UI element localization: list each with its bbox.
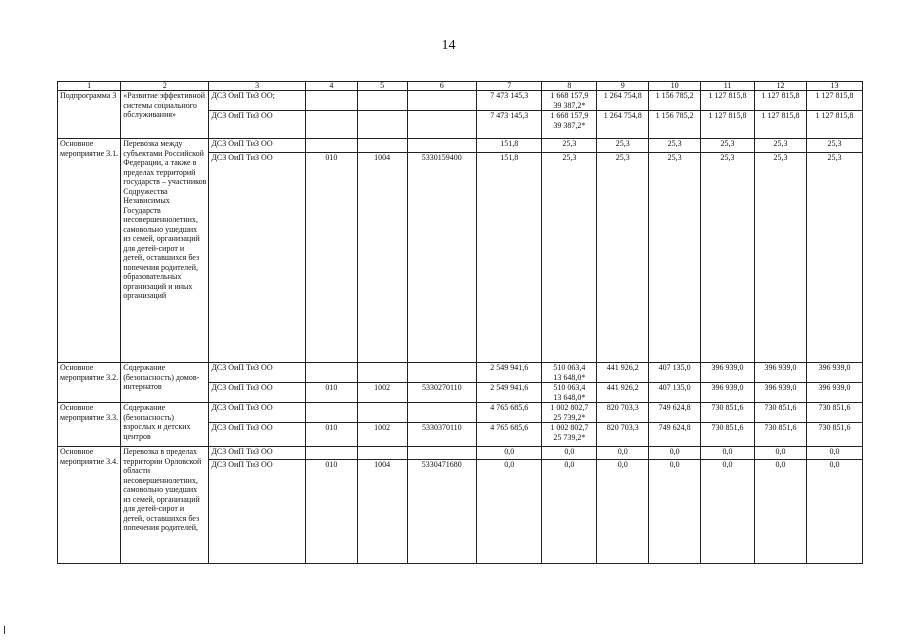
- executor-cell: ДСЗ ОиП ТиЗ ОО: [209, 460, 305, 564]
- value-cell: 4 765 685,6: [477, 403, 542, 423]
- header-cell: 13: [806, 82, 862, 91]
- value-cell: 25,3: [597, 153, 649, 363]
- code-cell: 1002: [357, 383, 407, 403]
- value-extra: 13 648,0*: [553, 392, 586, 402]
- value-cell: [542, 363, 597, 383]
- code-cell: 1004: [357, 153, 407, 363]
- value-cell: 0,0: [806, 447, 862, 460]
- code-cell: [357, 91, 407, 111]
- value-cell: 25,3: [701, 153, 755, 363]
- value-cell: [542, 91, 597, 111]
- header-cell: 6: [407, 82, 477, 91]
- value-cell: 1 264 754,8: [597, 111, 649, 139]
- value-cell: 1 264 754,8: [597, 91, 649, 111]
- value-cell: 1 127 815,8: [701, 91, 755, 111]
- value-cell: 25,3: [597, 139, 649, 153]
- value-cell: 0,0: [701, 460, 755, 564]
- code-cell: [407, 447, 477, 460]
- header-row: [58, 82, 863, 91]
- header-cell: 9: [597, 82, 649, 91]
- value-cell: 441 926,2: [597, 363, 649, 383]
- code-cell: [407, 111, 477, 139]
- value-cell: 25,3: [542, 139, 597, 153]
- row-name: Перевозка в пределах территории Орловской области несовершеннолетних, самовольно ушедших из семей, организаций для детей-сирот и детей, оставшихся без попечения родителей,: [121, 447, 209, 564]
- code-cell: [407, 403, 477, 423]
- header-cell: 7: [477, 82, 542, 91]
- value-extra: 39 387,2*: [553, 100, 586, 110]
- value-main: 1 668 157,9: [550, 91, 589, 100]
- value-cell: 25,3: [542, 153, 597, 363]
- code-cell: 5330471680: [407, 460, 477, 564]
- value-cell: 1 156 785,2: [649, 111, 701, 139]
- table-row: [58, 447, 863, 460]
- value-main: 510 063,4: [553, 363, 586, 372]
- executor-cell: ДСЗ ОиП ТиЗ ОО;: [209, 91, 305, 111]
- value-cell: 749 624,8: [649, 423, 701, 447]
- value-cell: 151,8: [477, 139, 542, 153]
- value-cell: 730 851,6: [806, 403, 862, 423]
- table-row: [58, 363, 863, 383]
- table-row: [58, 91, 863, 111]
- value-cell: [542, 403, 597, 423]
- value-cell: 1 127 815,8: [806, 91, 862, 111]
- value-main: 1 668 157,9: [550, 111, 589, 120]
- value-cell: 396 939,0: [755, 363, 807, 383]
- value-cell: [542, 423, 597, 447]
- executor-cell: ДСЗ ОиП ТиЗ ОО: [209, 363, 305, 383]
- table-row: [58, 139, 863, 153]
- value-cell: 25,3: [701, 139, 755, 153]
- code-cell: 5330270110: [407, 383, 477, 403]
- header-cell: 8: [542, 82, 597, 91]
- value-cell: 0,0: [477, 460, 542, 564]
- value-cell: 730 851,6: [701, 403, 755, 423]
- value-cell: 0,0: [755, 460, 807, 564]
- value-cell: 25,3: [806, 153, 862, 363]
- executor-cell: ДСЗ ОиП ТиЗ ОО: [209, 383, 305, 403]
- value-cell: 0,0: [701, 447, 755, 460]
- value-main: 1 002 802,7: [550, 423, 589, 432]
- value-cell: 0,0: [649, 447, 701, 460]
- value-cell: 2 549 941,6: [477, 383, 542, 403]
- value-cell: 0,0: [649, 460, 701, 564]
- value-cell: 396 939,0: [806, 363, 862, 383]
- row-label: Основное мероприятие 3.3.: [58, 403, 121, 447]
- page-number: 14: [441, 38, 456, 53]
- value-cell: 0,0: [806, 460, 862, 564]
- row-name: «Развитие эффективной системы социального обслуживания»: [121, 91, 209, 139]
- value-cell: 0,0: [597, 460, 649, 564]
- value-cell: 0,0: [597, 447, 649, 460]
- header-cell: 10: [649, 82, 701, 91]
- value-cell: 730 851,6: [701, 423, 755, 447]
- code-cell: 5330159400: [407, 153, 477, 363]
- value-cell: 2 549 941,6: [477, 363, 542, 383]
- code-cell: [357, 139, 407, 153]
- code-cell: 1004: [357, 460, 407, 564]
- value-cell: 0,0: [542, 460, 597, 564]
- value-cell: 1 127 815,8: [701, 111, 755, 139]
- code-cell: [357, 447, 407, 460]
- code-cell: [407, 139, 477, 153]
- code-cell: [407, 363, 477, 383]
- value-cell: 1 127 815,8: [806, 111, 862, 139]
- value-cell: 407 135,0: [649, 383, 701, 403]
- value-cell: 1 127 815,8: [755, 91, 807, 111]
- code-cell: [357, 403, 407, 423]
- row-name: Содержание (безопасность) домов-интернатов: [121, 363, 209, 403]
- code-cell: 1002: [357, 423, 407, 447]
- value-cell: 749 624,8: [649, 403, 701, 423]
- row-label: Подпрограмма 3: [58, 91, 121, 139]
- value-cell: 396 939,0: [755, 383, 807, 403]
- code-cell: 010: [305, 423, 357, 447]
- header-cell: 11: [701, 82, 755, 91]
- value-cell: 25,3: [649, 139, 701, 153]
- value-cell: 730 851,6: [755, 423, 807, 447]
- executor-cell: ДСЗ ОиП ТиЗ ОО: [209, 153, 305, 363]
- header-cell: 5: [357, 82, 407, 91]
- header-cell: 2: [121, 82, 209, 91]
- scan-edge-mark: [4, 626, 5, 634]
- row-label: Основное мероприятие 3.1.: [58, 139, 121, 363]
- value-cell: 396 939,0: [701, 363, 755, 383]
- executor-cell: ДСЗ ОиП ТиЗ ОО: [209, 403, 305, 423]
- row-label: Основное мероприятие 3.2.: [58, 363, 121, 403]
- value-cell: 7 473 145,3: [477, 111, 542, 139]
- value-cell: 7 473 145,3: [477, 91, 542, 111]
- value-extra: 39 387,2*: [553, 120, 586, 130]
- value-cell: 0,0: [755, 447, 807, 460]
- code-cell: 010: [305, 153, 357, 363]
- code-cell: [305, 91, 357, 111]
- header-cell: 12: [755, 82, 807, 91]
- value-cell: [542, 383, 597, 403]
- code-cell: [305, 447, 357, 460]
- header-cell: 4: [305, 82, 357, 91]
- value-cell: 396 939,0: [806, 383, 862, 403]
- budget-table: [57, 81, 863, 564]
- value-cell: 0,0: [542, 447, 597, 460]
- value-extra: 25 739,2*: [553, 412, 586, 422]
- value-cell: 25,3: [649, 153, 701, 363]
- value-main: 1 002 802,7: [550, 403, 589, 412]
- executor-cell: ДСЗ ОиП ТиЗ ОО: [209, 447, 305, 460]
- value-cell: 396 939,0: [701, 383, 755, 403]
- value-cell: 820 703,3: [597, 423, 649, 447]
- code-cell: [305, 403, 357, 423]
- value-cell: 730 851,6: [755, 403, 807, 423]
- value-cell: [542, 111, 597, 139]
- value-extra: 13 648,0*: [553, 372, 586, 382]
- executor-cell: ДСЗ ОиП ТиЗ ОО: [209, 139, 305, 153]
- value-cell: 0,0: [477, 447, 542, 460]
- value-cell: 730 851,6: [806, 423, 862, 447]
- header-cell: 3: [209, 82, 305, 91]
- code-cell: [407, 91, 477, 111]
- value-cell: 4 765 685,6: [477, 423, 542, 447]
- value-main: 510 063,4: [553, 383, 586, 392]
- code-cell: [305, 111, 357, 139]
- header-cell: 1: [58, 82, 121, 91]
- value-cell: 820 703,3: [597, 403, 649, 423]
- code-cell: 010: [305, 460, 357, 564]
- value-cell: 25,3: [806, 139, 862, 153]
- code-cell: 010: [305, 383, 357, 403]
- code-cell: [305, 363, 357, 383]
- row-name: Перевозка между субъектами Российской Федерации, а также в пределах территорий государств – участников Содружества Независимых Государств несовершеннолетних, самовольно ушедших из семей, организаций для детей-сирот и детей, оставшихся без попечения родителей, образовательных организаций и иных организаций: [121, 139, 209, 363]
- value-extra: 25 739,2*: [553, 432, 586, 442]
- value-cell: 1 127 815,8: [755, 111, 807, 139]
- value-cell: 25,3: [755, 139, 807, 153]
- value-cell: 407 135,0: [649, 363, 701, 383]
- code-cell: [305, 139, 357, 153]
- code-cell: 5330370110: [407, 423, 477, 447]
- row-name: Содержание (безопасность) взрослых и детских центров: [121, 403, 209, 447]
- row-label: Основное мероприятие 3.4.: [58, 447, 121, 564]
- value-cell: 441 926,2: [597, 383, 649, 403]
- executor-cell: ДСЗ ОиП ТиЗ ОО: [209, 111, 305, 139]
- code-cell: [357, 363, 407, 383]
- value-cell: 151,8: [477, 153, 542, 363]
- code-cell: [357, 111, 407, 139]
- value-cell: 1 156 785,2: [649, 91, 701, 111]
- executor-cell: ДСЗ ОиП ТиЗ ОО: [209, 423, 305, 447]
- table-row: [58, 403, 863, 423]
- value-cell: 25,3: [755, 153, 807, 363]
